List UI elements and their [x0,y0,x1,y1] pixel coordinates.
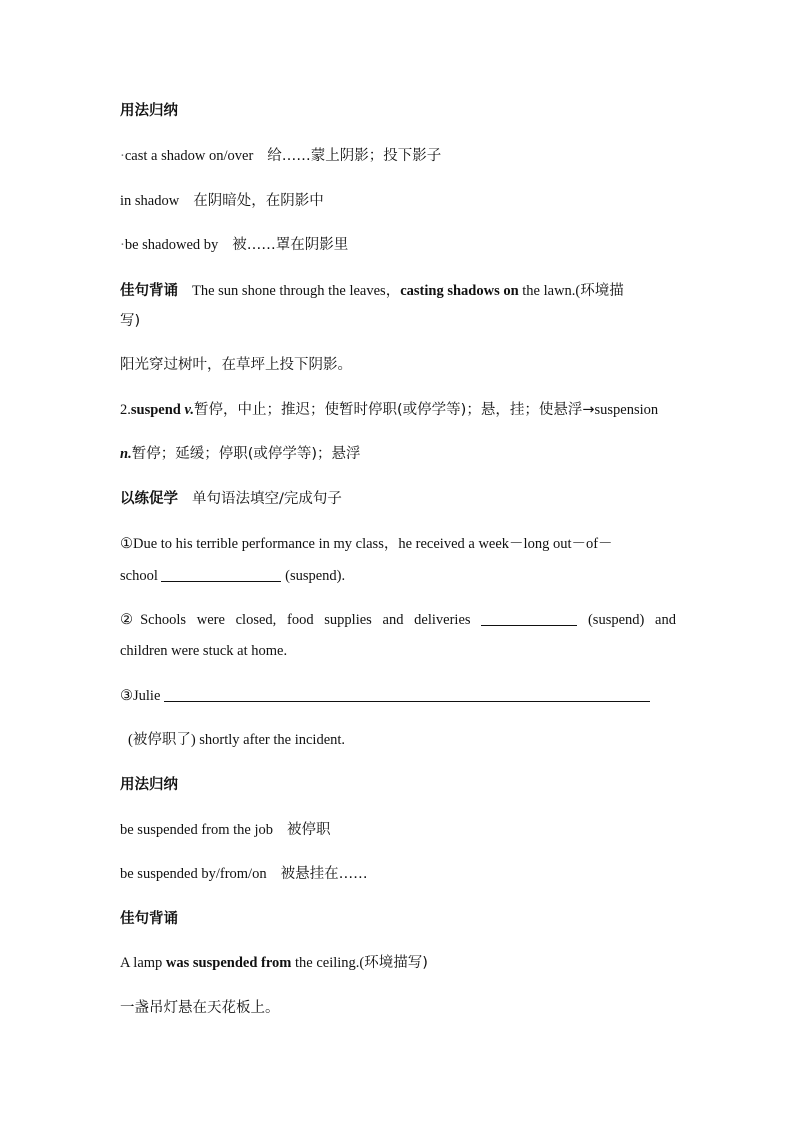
sentence-bold: was suspended from [165,955,292,971]
question-text: ③Julie [120,688,161,704]
entry-meaning: 暂停，中止；推迟；使暂时停职(或停学等)；悬，挂；使悬浮→ [194,402,595,418]
question-1-line-1: ①Due to his terrible performance in my class，he received a week－long out－of－ [120,536,613,552]
sentence-post: the ceiling.( [294,955,365,971]
example-label-2: 佳句背诵 [120,911,178,927]
practice-heading [120,489,676,509]
sentence-tag: 环境描 [580,283,624,299]
usage-en: be shadowed by [124,237,219,253]
entry-number: 2. [120,402,131,418]
usage-en: be suspended by/from/on [120,866,267,882]
question-3-line-2: (被停职了) shortly after the incident. [128,732,346,748]
sentence-tag-continued: 写) [120,313,141,329]
answer-blank[interactable] [164,687,650,702]
usage-zh: 被悬挂在…… [280,866,368,882]
usage-en: in shadow [120,193,180,209]
usage-item-1 [120,146,676,166]
example-label: 佳句背诵 [120,283,178,299]
example-sentence-2 [120,953,676,973]
sentence-translation-1: 阳光穿过树叶，在草坪上投下阴影。 [120,357,352,373]
usage-zh: 在阴暗处，在阴影中 [193,193,324,209]
bullet: · [120,237,125,253]
sentence-translation-2: 一盏吊灯悬在天花板上。 [120,1000,280,1016]
question-2-line-1 [120,610,676,630]
vocab-entry-suspension [120,444,676,464]
usage-heading-1: 用法归纳 [120,103,178,119]
answer-blank[interactable] [481,611,577,626]
question-1-line-2 [120,566,676,586]
usage-item-4 [120,820,676,840]
sentence-pre: The sun shone through the leaves， [192,283,401,299]
usage-item-5 [120,864,676,884]
question-3-line-1 [120,686,676,706]
vocab-entry-suspend [120,400,676,420]
question-2-line-2: children were stuck at home. [120,643,288,659]
usage-en: cast a shadow on/over [124,148,254,164]
usage-zh: 给……蒙上阴影；投下影子 [267,148,442,164]
bullet: · [120,148,125,164]
sentence-bold: casting shadows on [400,283,519,299]
question-text: school [120,568,158,584]
sentence-tag: 环境描写) [364,955,428,971]
usage-en: be suspended from the job [120,822,274,838]
practice-subheading: 单句语法填空/完成句子 [192,491,342,507]
question-hint: (suspend). [285,568,346,584]
usage-item-2 [120,191,676,211]
entry-meaning-2: 暂停；延缓；停职(或停学等)；悬浮 [131,446,361,462]
entry-pos: v. [184,402,195,418]
answer-blank[interactable] [161,567,281,582]
usage-zh: 被……罩在阴影里 [232,237,349,253]
question-hint: (suspend) and [587,612,676,628]
example-sentence-1 [120,281,676,301]
entry-pos-2: n. [120,446,132,462]
sentence-pre: A lamp [120,955,163,971]
entry-derived: suspension [594,402,659,418]
usage-item-3 [120,235,676,255]
entry-word: suspend [130,402,181,418]
sentence-post: the lawn.( [522,283,581,299]
question-text: ②Schools were closed, food supplies and deliveries [120,612,471,628]
usage-zh: 被停职 [287,822,331,838]
usage-heading-2: 用法归纳 [120,777,178,793]
practice-label: 以练促学 [120,491,178,507]
